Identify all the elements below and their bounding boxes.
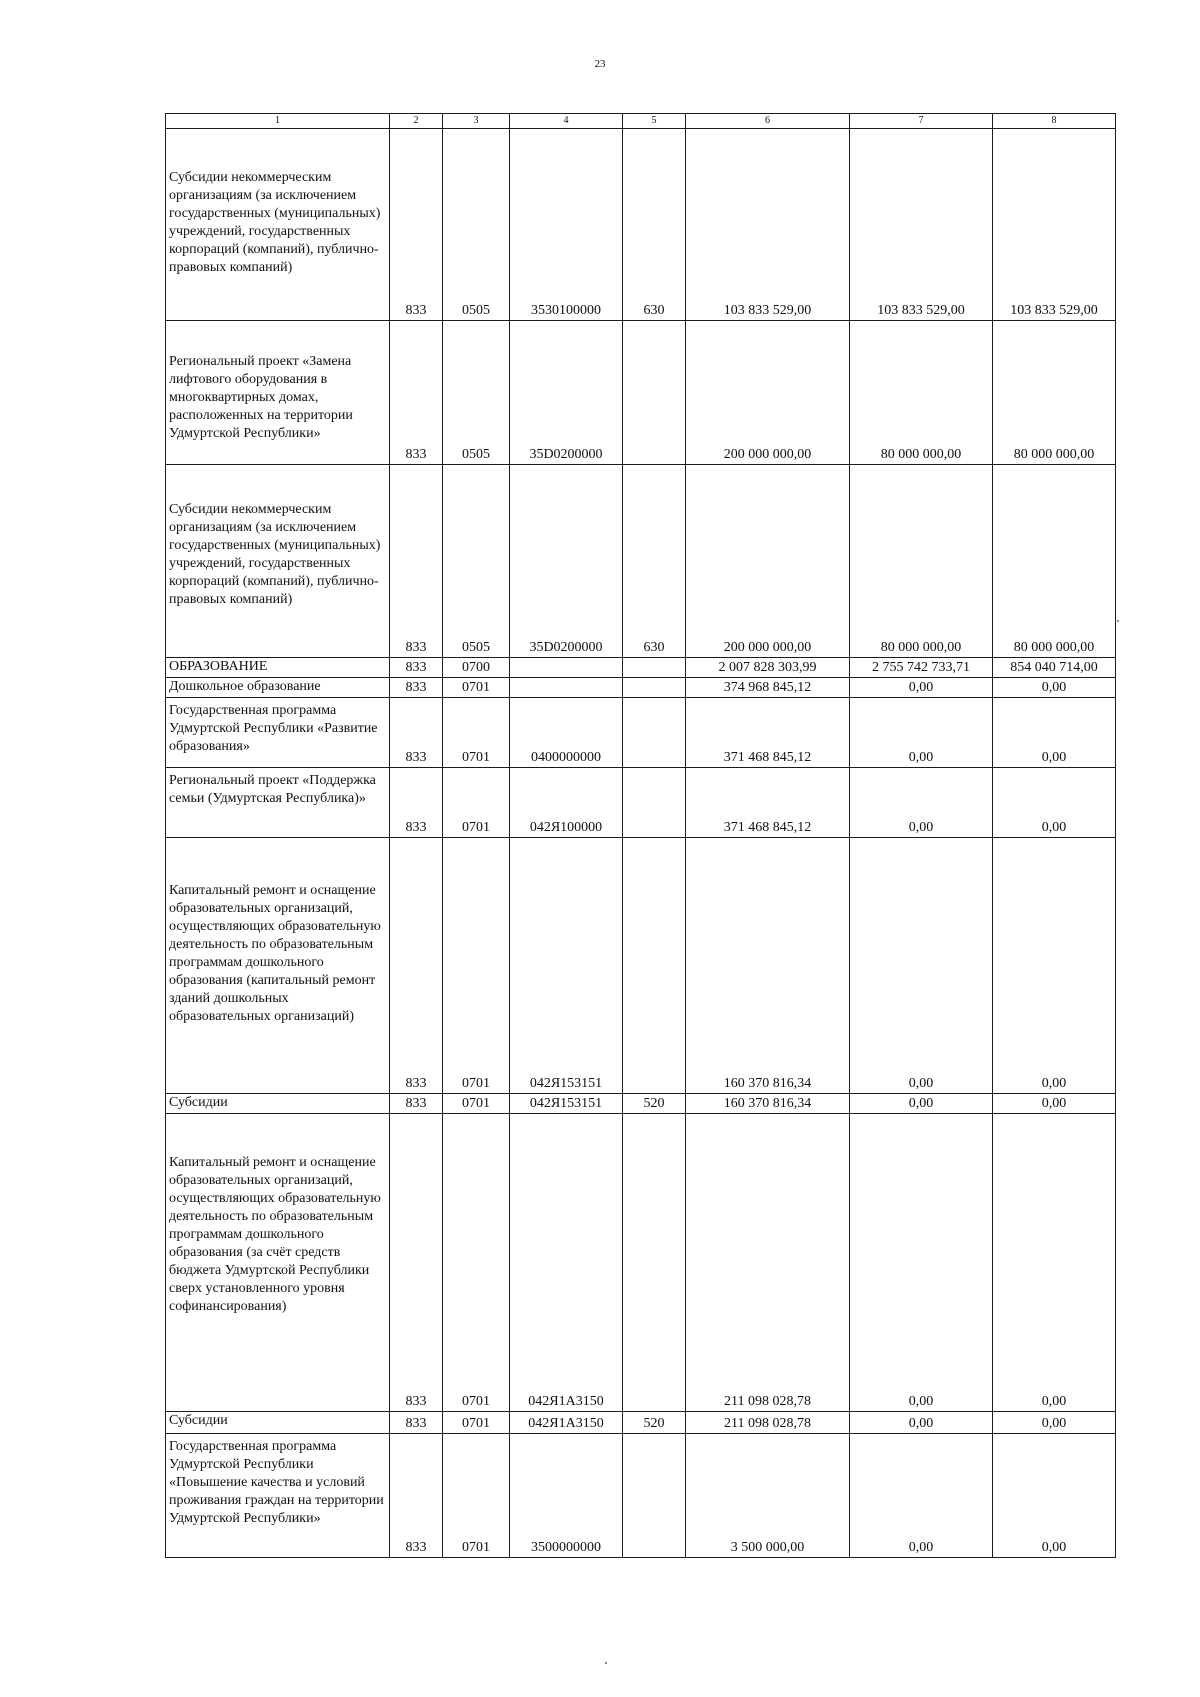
row-name-cell [166, 1434, 390, 1558]
chapter-code-cell: 833 [390, 1434, 443, 1558]
amount-cell-col7: 80 000 000,00 [850, 321, 993, 465]
expense-type-cell [623, 1434, 686, 1558]
section-code-cell: 0701 [443, 768, 510, 838]
header-cell: 5 [623, 114, 686, 129]
amount-cell-col7: 0,00 [850, 1114, 993, 1412]
amount-cell-col6: 103 833 529,00 [686, 129, 850, 321]
table-row [166, 768, 1116, 838]
amount-cell-col7: 0,00 [850, 1434, 993, 1558]
row-name-cell [166, 838, 390, 1094]
budget-table [165, 113, 1116, 1558]
amount-cell-col8: 0,00 [993, 1094, 1116, 1114]
amount-cell-col6: 211 098 028,78 [686, 1412, 850, 1434]
chapter-code-cell: 833 [390, 129, 443, 321]
amount-cell-col6: 371 468 845,12 [686, 768, 850, 838]
chapter-code-cell: 833 [390, 1094, 443, 1114]
section-code-cell: 0505 [443, 465, 510, 658]
expense-type-cell: 630 [623, 465, 686, 658]
section-code-cell: 0700 [443, 658, 510, 678]
amount-cell-col7: 0,00 [850, 838, 993, 1094]
amount-cell-col8: 80 000 000,00 [993, 321, 1116, 465]
row-name-cell [166, 1412, 390, 1434]
table-row [166, 1094, 1116, 1114]
row-name-cell [166, 658, 390, 678]
amount-cell-col8: 0,00 [993, 1114, 1116, 1412]
row-name: Государственная программа Удмуртской Республики «Развитие образования» [169, 703, 378, 754]
chapter-code-cell: 833 [390, 321, 443, 465]
header-cell: 8 [993, 114, 1116, 129]
table-row [166, 658, 1116, 678]
amount-cell-col8: 80 000 000,00 [993, 465, 1116, 658]
target-article-cell [510, 678, 623, 698]
amount-cell-col6: 371 468 845,12 [686, 698, 850, 768]
row-name: Субсидии [169, 1413, 228, 1428]
row-name: Государственная программа Удмуртской Республики «Повышение качества и условий проживания граждан на территории Удмуртской Республики» [169, 1439, 384, 1526]
chapter-code-cell: 833 [390, 678, 443, 698]
amount-cell-col8: 103 833 529,00 [993, 129, 1116, 321]
header-cell: 1 [166, 114, 390, 129]
amount-cell-col6: 2 007 828 303,99 [686, 658, 850, 678]
target-article-cell: 042Я1А3150 [510, 1412, 623, 1434]
expense-type-cell [623, 658, 686, 678]
row-name-cell [166, 768, 390, 838]
table-row [166, 838, 1116, 1094]
amount-cell-col6: 211 098 028,78 [686, 1114, 850, 1412]
section-code-cell: 0505 [443, 321, 510, 465]
section-code-cell: 0701 [443, 1114, 510, 1412]
table-row [166, 698, 1116, 768]
amount-cell-col7: 0,00 [850, 1412, 993, 1434]
amount-cell-col7: 2 755 742 733,71 [850, 658, 993, 678]
section-code-cell: 0701 [443, 1412, 510, 1434]
header-cell: 6 [686, 114, 850, 129]
amount-cell-col7: 0,00 [850, 678, 993, 698]
row-name: Капитальный ремонт и оснащение образовательных организаций, осуществляющих образовательную деятельность по образовательным программам дошкольного образования (за счёт средств бюджета Удмуртской Республики сверх установленного уровня софинансирования) [169, 1155, 381, 1314]
section-code-cell: 0505 [443, 129, 510, 321]
page-number: 23 [594, 58, 606, 70]
row-name: Дошкольное образование [169, 679, 321, 694]
chapter-code-cell: 833 [390, 768, 443, 838]
row-name-cell [166, 1114, 390, 1412]
amount-cell-col6: 3 500 000,00 [686, 1434, 850, 1558]
table-row [166, 1412, 1116, 1434]
expense-type-cell [623, 1114, 686, 1412]
amount-cell-col8: 854 040 714,00 [993, 658, 1116, 678]
row-name: Субсидии [169, 1095, 228, 1110]
row-name: Капитальный ремонт и оснащение образовательных организаций, осуществляющих образовательную деятельность по образовательным программам дошкольного образования (капитальный ремонт зданий дошкольных образовательных организаций) [169, 883, 381, 1024]
row-name-cell [166, 698, 390, 768]
target-article-cell: 35D0200000 [510, 465, 623, 658]
expense-type-cell: 630 [623, 129, 686, 321]
target-article-cell: 3530100000 [510, 129, 623, 321]
target-article-cell: 042Я153151 [510, 1094, 623, 1114]
chapter-code-cell: 833 [390, 838, 443, 1094]
row-name: ОБРАЗОВАНИЕ [169, 659, 268, 674]
table-row [166, 129, 1116, 321]
expense-type-cell [623, 698, 686, 768]
expense-type-cell [623, 768, 686, 838]
table-row [166, 1114, 1116, 1412]
row-name-cell [166, 678, 390, 698]
amount-cell-col6: 374 968 845,12 [686, 678, 850, 698]
amount-cell-col8: 0,00 [993, 678, 1116, 698]
amount-cell-col7: 0,00 [850, 768, 993, 838]
amount-cell-col6: 160 370 816,34 [686, 1094, 850, 1114]
target-article-cell: 042Я1А3150 [510, 1114, 623, 1412]
expense-type-cell [623, 838, 686, 1094]
amount-cell-col7: 0,00 [850, 698, 993, 768]
target-article-cell: 042Я153151 [510, 838, 623, 1094]
amount-cell-col6: 200 000 000,00 [686, 465, 850, 658]
amount-cell-col7: 103 833 529,00 [850, 129, 993, 321]
target-article-cell: 042Я100000 [510, 768, 623, 838]
amount-cell-col8: 0,00 [993, 698, 1116, 768]
section-code-cell: 0701 [443, 698, 510, 768]
table-header-row [166, 114, 1116, 129]
chapter-code-cell: 833 [390, 1412, 443, 1434]
table-row [166, 465, 1116, 658]
expense-type-cell [623, 321, 686, 465]
header-cell: 7 [850, 114, 993, 129]
amount-cell-col7: 0,00 [850, 1094, 993, 1114]
amount-cell-col8: 0,00 [993, 768, 1116, 838]
target-article-cell: 0400000000 [510, 698, 623, 768]
row-name: Региональный проект «Замена лифтового оборудования в многоквартирных домах, расположенных на территории Удмуртской Республики» [169, 354, 353, 441]
section-code-cell: 0701 [443, 1434, 510, 1558]
section-code-cell: 0701 [443, 678, 510, 698]
chapter-code-cell: 833 [390, 658, 443, 678]
target-article-cell [510, 658, 623, 678]
row-name-cell [166, 465, 390, 658]
row-name: Субсидии некоммерческим организациям (за исключением государственных (муниципальных) учреждений, государственных корпораций (компаний), публично-правовых компаний) [169, 502, 381, 607]
amount-cell-col6: 160 370 816,34 [686, 838, 850, 1094]
chapter-code-cell: 833 [390, 698, 443, 768]
section-code-cell: 0701 [443, 838, 510, 1094]
header-cell: 3 [443, 114, 510, 129]
target-article-cell: 35D0200000 [510, 321, 623, 465]
row-name: Субсидии некоммерческим организациям (за исключением государственных (муниципальных) учреждений, государственных корпораций (компаний), публично-правовых компаний) [169, 170, 381, 275]
header-cell: 4 [510, 114, 623, 129]
section-code-cell: 0701 [443, 1094, 510, 1114]
table-row [166, 678, 1116, 698]
table-row [166, 1434, 1116, 1558]
row-name-cell [166, 1094, 390, 1114]
expense-type-cell: 520 [623, 1412, 686, 1434]
amount-cell-col7: 80 000 000,00 [850, 465, 993, 658]
chapter-code-cell: 833 [390, 1114, 443, 1412]
amount-cell-col8: 0,00 [993, 1412, 1116, 1434]
row-name: Региональный проект «Поддержка семьи (Удмуртская Республика)» [169, 773, 376, 806]
target-article-cell: 3500000000 [510, 1434, 623, 1558]
scan-speck [1117, 620, 1119, 622]
amount-cell-col6: 200 000 000,00 [686, 321, 850, 465]
expense-type-cell [623, 678, 686, 698]
chapter-code-cell: 833 [390, 465, 443, 658]
table-row [166, 321, 1116, 465]
header-cell: 2 [390, 114, 443, 129]
amount-cell-col8: 0,00 [993, 1434, 1116, 1558]
row-name-cell [166, 321, 390, 465]
scan-speck [605, 1662, 607, 1664]
expense-type-cell: 520 [623, 1094, 686, 1114]
row-name-cell [166, 129, 390, 321]
amount-cell-col8: 0,00 [993, 838, 1116, 1094]
